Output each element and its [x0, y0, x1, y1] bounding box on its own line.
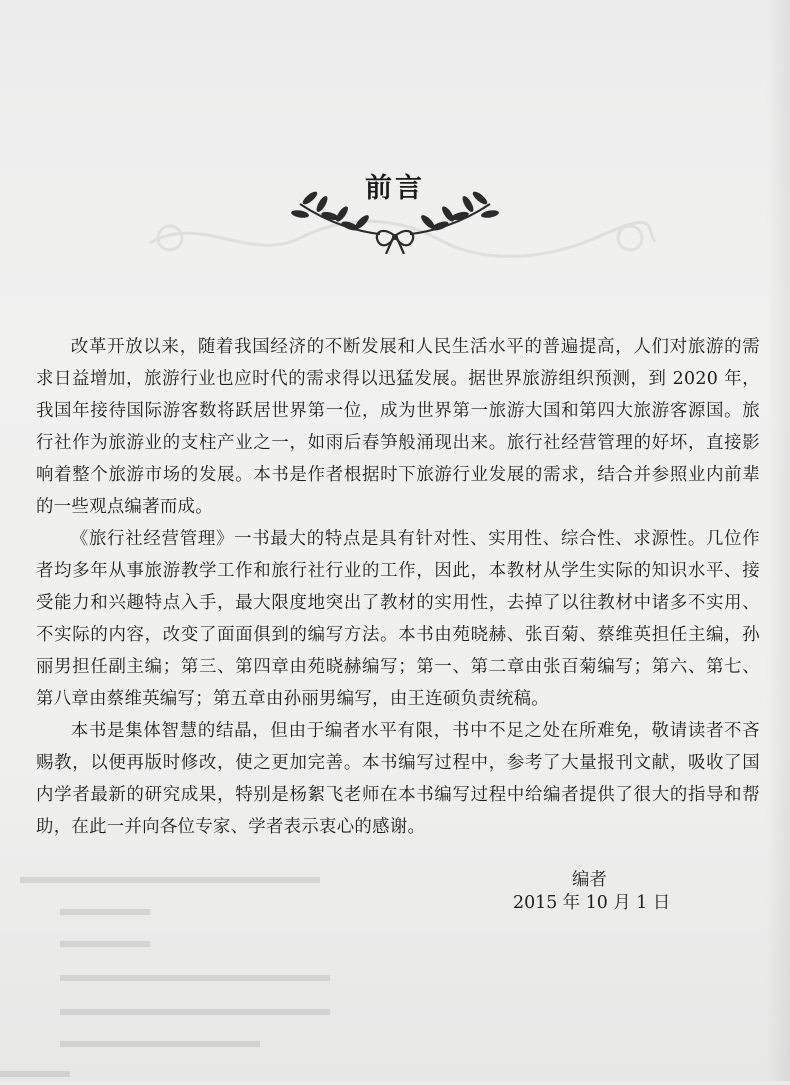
page-title: 前言: [365, 173, 425, 204]
show-through-text: [0, 868, 790, 1081]
show-through-lines: [0, 868, 790, 1081]
preface-body: [36, 331, 760, 843]
paragraph: 《旅行社经营管理》一书最大的特点是具有针对性、实用性、综合性、求源性。几位作者均多年从事旅游教学工作和旅行社行业的工作，因此，本教材从学生实际的知识水平、接受能力和兴趣特点入手，最大限度地突出了教材的实用性，去掉了以往教材中诸多不实用、不实际的内容，改变了面面俱到的编写方法。本书由苑晓赫、张百菊、蔡维英担任主编，孙丽男担任副主编；第三、第四章由苑晓赫编写；第一、第二章由张百菊编写；第六、第七、第八章由蔡维英编写；第五章由孙丽男编写，由王连硕负责统稿。: [36, 529, 760, 709]
paragraph: 改革开放以来，随着我国经济的不断发展和人民生活水平的普遍提高，人们对旅游的需求日益增加，旅游行业也应时代的需求得以迅猛发展。据世界旅游组织预测，到 2020 年，我国年接待国际游客数将跃居世界第一位，成为世界第一旅游大国和第四大旅游客源国。旅行社作为旅游业的支柱产业之一，如雨后春笋般涌现出来。旅行社经营管理的好坏，直接影响着整个旅游市场的发展。本书是作者根据时下旅游行业发展的需求，结合并参照业内前辈的一些观点编著而成。: [36, 337, 760, 517]
paragraph: 本书是集体智慧的结晶，但由于编者水平有限，书中不足之处在所难免，敬请读者不吝赐教，以便再版时修改，使之更加完善。本书编写过程中，参考了大量报刊文献，吸收了国内学者最新的研究成果，特别是杨絮飞老师在本书编写过程中给编者提供了很大的指导和帮助，在此一并向各位专家、学者表示衷心的感谢。: [36, 721, 760, 837]
preface-header: [0, 148, 790, 258]
signature-date: 2015 年 10 月 1 日: [513, 893, 671, 913]
signature-editor: 编者: [572, 870, 607, 890]
